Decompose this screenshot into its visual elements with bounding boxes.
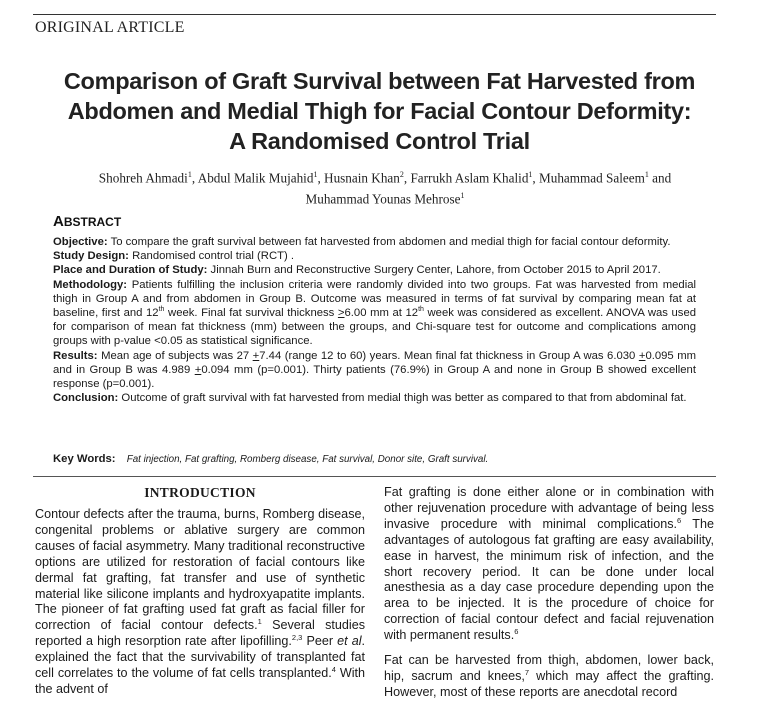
- body-text: With the advent of: [35, 666, 366, 696]
- affiliation-mark: 1: [187, 170, 192, 179]
- results-text: 0.094 mm (p=0.001). Thirty patients (76.9%) in Group A and none in Group B showed excellent response (p=0.001).: [53, 363, 696, 391]
- ordinal-suffix: th: [158, 306, 165, 314]
- body-text: The advantages of autologous fat grafting are easy availability, ease in harvest, the minimum risk of infection, and the short recovery period. It can be done under local anesthesia as a day case procedure depending upon the area to be injected. It is the procedure of choice for correction of facial contour defect and facial rejuvenation with permanent results.: [384, 516, 714, 643]
- results-text: 7.44 (range 12 to 60) years. Mean final fat thickness in Group A was 6.030: [259, 349, 636, 362]
- body-column-right: [384, 485, 714, 701]
- abstract-rule: [33, 476, 716, 477]
- affiliation-mark: 1: [644, 170, 649, 179]
- methodology-text: week was considered as excellent. ANOVA was used for comparison of mean fat thickness (mm) between the groups, and Chi-square test for outcome and complications among groups with p-value <0.05 as statistical significance.: [53, 307, 697, 348]
- results-label: Results:: [53, 349, 98, 362]
- author-name: Muhammad Younas Mehrose: [305, 191, 461, 207]
- title-line: A Randomised Control Trial: [229, 128, 530, 154]
- citation-ref: 2,3: [291, 633, 303, 643]
- citation-ref: 4: [331, 664, 336, 674]
- author-conjunction: and: [652, 170, 672, 186]
- keywords-label: Key Words:: [53, 453, 116, 465]
- abstract-heading-initial: A: [53, 213, 64, 230]
- results-text: Mean age of subjects was 27: [101, 349, 250, 362]
- article-title: [0, 66, 759, 156]
- title-line: Comparison of Graft Survival between Fat Harvested from: [63, 68, 696, 94]
- author-name: Muhammad Saleem: [539, 170, 645, 186]
- keywords-list: Fat injection, Fat grafting, Romberg disease, Fat survival, Donor site, Graft survival.: [126, 454, 489, 465]
- author-name: Abdul Malik Mujahid: [197, 170, 314, 186]
- affiliation-mark: 2: [399, 170, 404, 179]
- abstract-heading-rest: BSTRACT: [63, 215, 122, 229]
- abstract-conclusion: [53, 391, 696, 405]
- ordinal-suffix: th: [418, 306, 424, 314]
- abstract-place: [53, 263, 696, 277]
- abstract-heading: [53, 213, 121, 230]
- introduction-heading: INTRODUCTION: [144, 485, 256, 500]
- design-text: Randomised control trial (RCT) .: [132, 250, 295, 263]
- abstract-methodology: [53, 278, 696, 349]
- methodology-text: Patients fulfilling the inclusion criteria were randomly divided into two groups. Fat was harvested from medial thigh in Group A and from abdomen in Group B. Outcome was measured in terms of fat survival by comparing mean fat at baseline, first and 12: [53, 278, 697, 320]
- results-text: 0.095 mm and in Group B was 4.989: [53, 349, 697, 376]
- citation-ref: 6: [514, 626, 519, 636]
- section-tag: ORIGINAL ARTICLE: [35, 19, 185, 36]
- body-text: Contour defects after the trauma, burns, Romberg disease, congenital problems or ablative surgery are common causes of facial asymmetry. Many traditional reconstructive options are utilized for restoration of facial contours like dermal fat grafting, fat transfer and use of synthetic material like silicone implants and hydroxyapatite implants. The pioneer of fat grafting used fat graft as facial filler for correction of facial contour defects.: [35, 507, 365, 633]
- methodology-text: week. Final fat survival thickness: [168, 307, 335, 320]
- citation-ref: 7: [524, 667, 530, 677]
- citation-ref: 1: [257, 617, 262, 627]
- header-rule: [33, 14, 716, 15]
- objective-text: To compare the graft survival between fat harvested from abdomen and medial thigh for facial contour deformity.: [110, 236, 671, 248]
- abstract-objective: [53, 235, 696, 249]
- affiliation-mark: 1: [528, 170, 533, 179]
- title-line: Abdomen and Medial Thigh for Facial Contour Deformity:: [67, 98, 692, 124]
- keywords: [53, 452, 713, 467]
- body-column-left: [35, 507, 365, 698]
- conclusion-text: Outcome of graft survival with fat harvested from medial thigh was better as compared to that from abdominal fat.: [121, 392, 687, 405]
- body-text: Several studies reported a high resorption rate after lipofilling.: [35, 618, 365, 649]
- body-paragraph: [384, 485, 714, 644]
- ge-sign: >: [337, 307, 345, 320]
- author-name: Farrukh Aslam Khalid: [410, 170, 529, 186]
- affiliation-mark: 1: [460, 191, 465, 201]
- body-text: which may affect the grafting. However, most of these reports are anecdotal record: [384, 668, 714, 699]
- place-text: Jinnah Burn and Reconstructive Surgery Center, Lahore, from October 2015 to April 2017.: [210, 264, 661, 277]
- author-name: Shohreh Ahmadi: [98, 170, 188, 186]
- plus-minus-sign: +: [252, 349, 260, 362]
- abstract-results: [53, 349, 696, 392]
- conclusion-label: Conclusion:: [53, 392, 119, 405]
- body-text: . explained the fact that the survivability of transplanted fat cell correlates to the volume of fat cells transplanted.: [35, 634, 366, 681]
- body-text: Fat can be harvested from thigh, abdomen, lower back, hip, sacrum and knees,: [384, 653, 714, 683]
- author-name: Husnain Khan: [324, 170, 400, 186]
- et-al: et al: [337, 634, 362, 649]
- affiliation-mark: 1: [313, 170, 318, 179]
- place-label: Place and Duration of Study:: [53, 264, 208, 277]
- citation-ref: 6: [677, 515, 682, 525]
- abstract-design: [53, 249, 696, 263]
- design-label: Study Design:: [53, 250, 129, 263]
- methodology-label: Methodology:: [53, 278, 128, 291]
- abstract-body: [53, 235, 696, 405]
- methodology-text: 6.00 mm at 12: [344, 307, 419, 320]
- plus-minus-sign: +: [638, 349, 646, 362]
- plus-minus-sign: +: [194, 363, 202, 376]
- body-text: Peer: [306, 634, 334, 649]
- body-paragraph: [35, 507, 365, 698]
- objective-label: Objective:: [53, 236, 108, 248]
- author-list: Shohreh Ahmadi$^1$, Abdul Malik Mujahid$^1$, Husnain Khan$^2$, Farrukh Aslam Khalid$^1$, Muhammad Saleem$^1$ and Muhammad Younas Mehrose$^1$: [98, 170, 672, 207]
- body-text: Fat grafting is done either alone or in combination with other rejuvenation procedure with advantage of being less invasive procedure with minimal complications.: [384, 485, 714, 531]
